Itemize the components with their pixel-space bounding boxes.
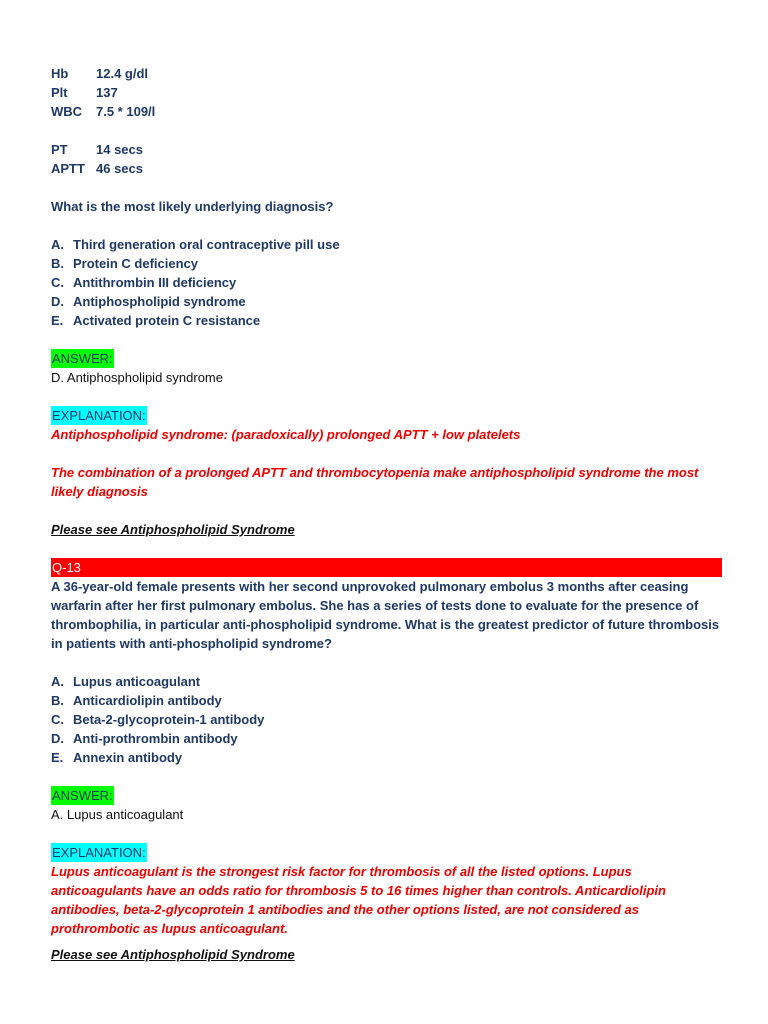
option-a[interactable] (51, 672, 721, 691)
lab-name: WBC (51, 104, 83, 119)
option-b[interactable] (51, 254, 721, 273)
option-letter: A. (51, 674, 64, 689)
option-c[interactable] (51, 273, 721, 292)
lab-name: Plt (51, 85, 68, 100)
option-text: Anticardiolipin antibody (73, 693, 222, 708)
option-text: Anti-prothrombin antibody (73, 731, 238, 746)
lab-results (51, 64, 721, 121)
lab-row-plt (51, 83, 721, 102)
question-text: A 36-year-old female presents with her second unprovoked pulmonary embolus 3 months after ceasing warfarin after her first pulmonary embolus. She has a series of tests done to evaluate for the presence of thrombophilia, in particular anti-phospholipid syndrome. What is the greatest predictor of future thrombosis in patients with anti-phospholipid syndrome? (51, 579, 720, 651)
explanation-label: EXPLANATION: (52, 408, 146, 423)
option-text: Antiphospholipid syndrome (73, 294, 246, 309)
option-e[interactable] (51, 311, 721, 330)
option-d[interactable] (51, 729, 721, 748)
lab-row-wbc (51, 102, 721, 121)
option-a[interactable] (51, 235, 721, 254)
document-page (51, 64, 721, 964)
options-list (51, 672, 721, 767)
lab-value: 12.4 g/dl (96, 66, 149, 81)
lab-name: PT (51, 142, 68, 157)
lab-row-aptt (51, 159, 721, 178)
lab-value: 14 secs (96, 142, 143, 157)
question-text: What is the most likely underlying diagnosis? (51, 199, 334, 214)
option-letter: A. (51, 237, 64, 252)
option-text: Activated protein C resistance (73, 313, 261, 328)
option-b[interactable] (51, 691, 721, 710)
lab-value: 46 secs (96, 161, 143, 176)
explanation-text: Lupus anticoagulant is the strongest risk factor for thrombosis of all the listed options. Lupus anticoagulants have an odds ratio for thrombosis 5 to 16 times higher than controls. Anticardiolipin antibodies, beta-2-glycoprotein 1 antibodies and the other options listed, are not considered as prothrombotic as lupus anticoagulant. (51, 864, 666, 936)
explanation-text: Antiphospholipid syndrome: (paradoxically) prolonged APTT + low platelets (51, 427, 521, 442)
lab-value: 7.5 * 109/l (96, 104, 156, 119)
coag-results (51, 140, 721, 178)
explanation-label: EXPLANATION: (52, 845, 146, 860)
option-letter: B. (51, 256, 64, 271)
options-list (51, 235, 721, 330)
explanation-text: The combination of a prolonged APTT and thrombocytopenia make antiphospholipid syndrome the most likely diagnosis (51, 465, 699, 499)
option-letter: E. (51, 750, 64, 765)
option-e[interactable] (51, 748, 721, 767)
option-text: Beta-2-glycoprotein-1 antibody (73, 712, 265, 727)
answer-label: ANSWER: (52, 788, 113, 803)
option-text: Antithrombin III deficiency (73, 275, 237, 290)
lab-row-hb (51, 64, 721, 83)
option-letter: B. (51, 693, 64, 708)
lab-row-pt (51, 140, 721, 159)
see-topic-link[interactable]: Please see Antiphospholipid Syndrome (51, 522, 295, 537)
option-letter: C. (51, 712, 64, 727)
option-letter: D. (51, 294, 64, 309)
option-text: Lupus anticoagulant (73, 674, 201, 689)
option-letter: E. (51, 313, 64, 328)
answer-text: A. Lupus anticoagulant (51, 807, 184, 822)
lab-value: 137 (96, 85, 118, 100)
answer-text: D. Antiphospholipid syndrome (51, 370, 223, 385)
option-text: Annexin antibody (73, 750, 183, 765)
option-text: Protein C deficiency (73, 256, 198, 271)
option-text: Third generation oral contraceptive pill use (73, 237, 340, 252)
lab-name: Hb (51, 66, 69, 81)
option-letter: D. (51, 731, 64, 746)
option-c[interactable] (51, 710, 721, 729)
see-topic-link[interactable]: Please see Antiphospholipid Syndrome (51, 947, 295, 962)
lab-name: APTT (51, 161, 85, 176)
answer-label: ANSWER: (52, 351, 113, 366)
option-d[interactable] (51, 292, 721, 311)
question-number-bar: Q-13 (51, 558, 722, 577)
option-letter: C. (51, 275, 64, 290)
